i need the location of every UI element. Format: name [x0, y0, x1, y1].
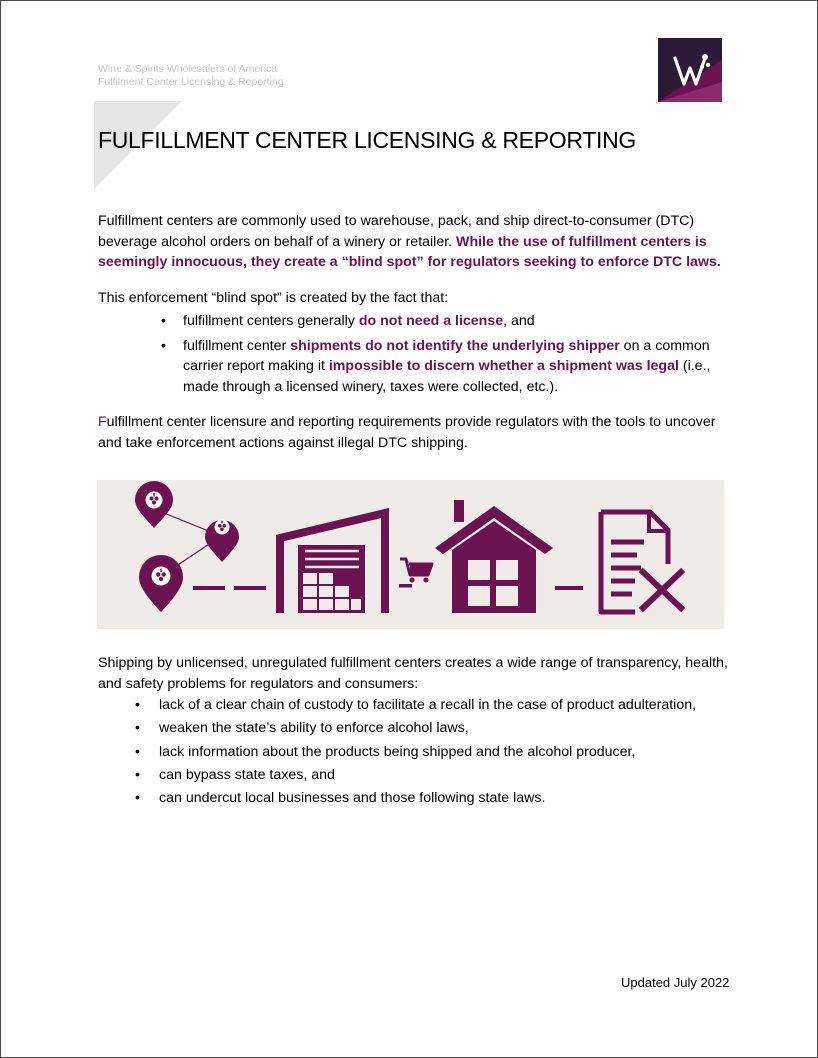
- header: [98, 63, 284, 89]
- list-item: • can bypass state taxes, and: [159, 764, 739, 787]
- grape-location-pin-icon: [139, 555, 183, 612]
- problems-list: [159, 694, 739, 810]
- intro-paragraph: [98, 211, 728, 273]
- licensure-text: ulfillment center licensure and reporting requirements provide regulators with the tools to uncover and take enforcement actions against illegal DTC shipping.: [98, 414, 716, 451]
- list-item-text: on a common carrier report making it: [183, 337, 710, 374]
- intro-text: Fulfillment centers are commonly used to warehouse, pack, and ship direct-to-consumer (DTC) beverage alcohol orders on behalf of a winery or retailer.: [98, 213, 695, 250]
- blind-spot-intro: This enforcement “blind spot” is created by the fact that:: [98, 290, 449, 306]
- licensure-paragraph: [98, 412, 728, 453]
- list-item-text: (i.e., made through a licensed winery, taxes were collected, etc.).: [183, 358, 711, 395]
- intro-highlight: While the use of fulfillment centers is seemingly innocuous, they create a “blind spot” for regulators seeking to enforce DTC laws.: [98, 233, 721, 270]
- blind-spot-list: [183, 311, 728, 401]
- house-icon: [435, 500, 553, 613]
- grape-location-pin-icon: [205, 520, 239, 563]
- header-org: Wine & Spirits Wholesalers of America: [98, 63, 278, 75]
- licensure-first-letter: F: [98, 414, 107, 430]
- warehouse-icon: [280, 513, 385, 613]
- document-x-icon: [601, 512, 681, 612]
- list-item: • can undercut local businesses and those following state laws.: [159, 787, 739, 810]
- header-subtitle: Fulfilment Center Licensing & Reporting: [98, 76, 284, 88]
- problems-intro: Shipping by unlicensed, unregulated fulfillment centers creates a wide range of transparency, health, and safety problems for regulators and consumers:: [98, 655, 728, 692]
- shopping-cart-icon: [399, 559, 432, 588]
- list-item-text: fulfillment centers generally: [183, 313, 359, 329]
- list-item-highlight: shipments do not identify the underlying shipper: [290, 337, 620, 354]
- list-item: • weaken the state’s ability to enforce alcohol laws,: [159, 717, 739, 740]
- dash-separator: [193, 586, 266, 590]
- dash-separator: [555, 586, 583, 590]
- grape-location-pin-icon: [135, 481, 173, 528]
- wsw-logo: [658, 38, 722, 102]
- list-item-text: , and: [503, 313, 535, 329]
- illustration-banner: [97, 480, 724, 629]
- list-item-highlight: do not need a license: [358, 313, 504, 329]
- list-item: • lack of a clear chain of custody to facilitate a recall in the case of product adulteration,: [159, 694, 739, 717]
- list-item: [183, 311, 728, 332]
- list-item: • lack information about the products being shipped and the alcohol producer,: [159, 741, 739, 764]
- list-item-text: fulfillment center: [183, 337, 291, 354]
- list-item-highlight: impossible to discern whether a shipment was legal: [328, 358, 679, 374]
- list-item: [183, 336, 728, 398]
- footer-updated-date: Updated July 2022: [621, 975, 730, 990]
- page-title: FULFILLMENT CENTER LICENSING & REPORTING: [98, 127, 636, 153]
